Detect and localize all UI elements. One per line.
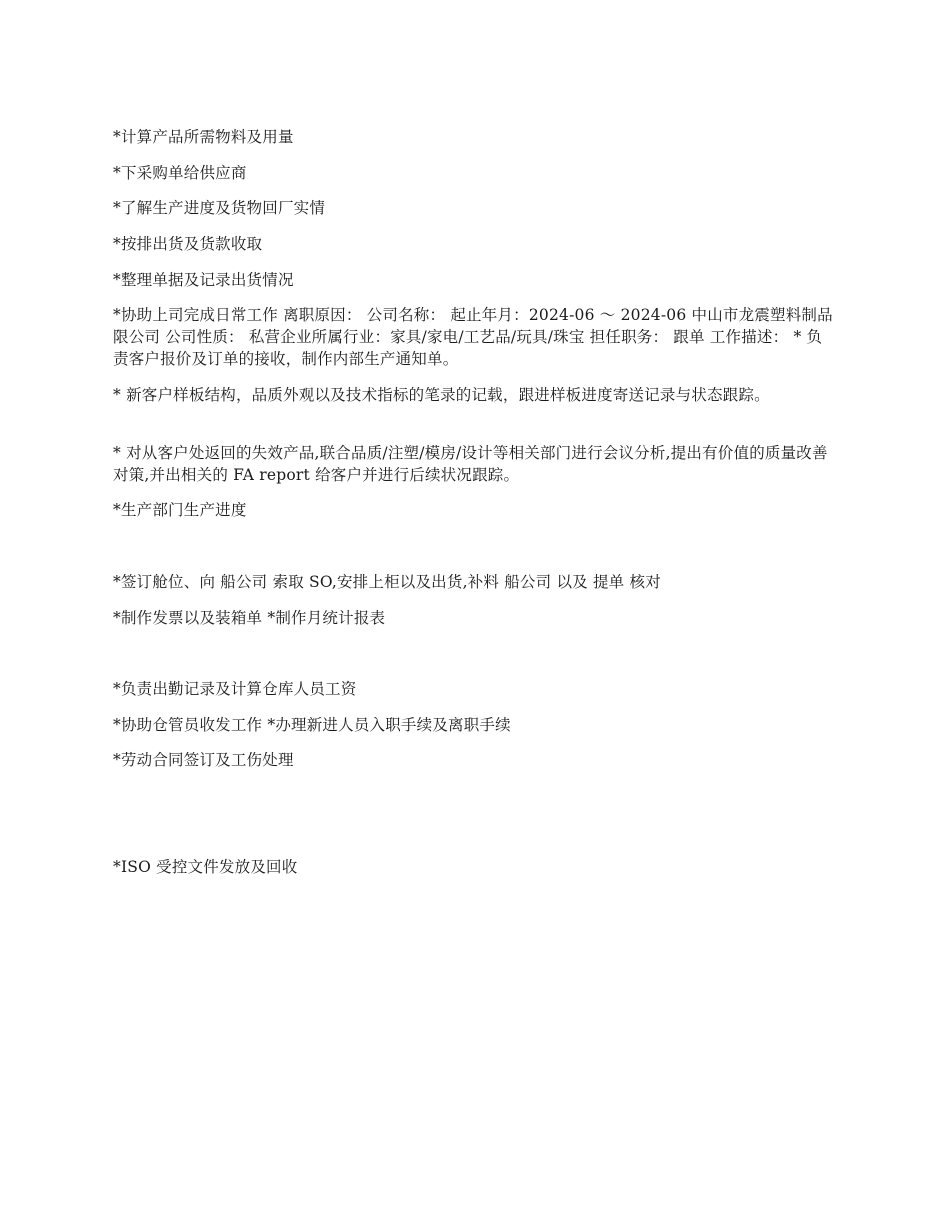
task-paragraph: *协助仓管员收发工作 *办理新进人员入职手续及离职手续 xyxy=(113,716,511,734)
task-paragraph: *制作发票以及装箱单 *制作月统计报表 xyxy=(113,609,386,627)
job-entry-paragraph: *协助上司完成日常工作 离职原因： 公司名称： 起止年月：2024-06 ～ 2024-06 中山市龙震塑料制品限公司 公司性质： 私营企业所属行业：家具/家电/工艺品/玩具/珠宝 担任职务： 跟单 工作描述： * 负责客户报价及订单的接收，制作内部生产通知单。 xyxy=(113,306,833,368)
task-paragraph: *按排出货及货款收取 xyxy=(113,235,263,253)
task-paragraph: *了解生产进度及货物回厂实情 xyxy=(113,199,326,217)
task-paragraph: *计算产品所需物料及用量 xyxy=(113,128,294,146)
task-paragraph: *整理单据及记录出货情况 xyxy=(113,271,294,289)
task-paragraph: *生产部门生产进度 xyxy=(113,501,247,519)
task-paragraph: *负责出勤记录及计算仓库人员工资 xyxy=(113,680,357,698)
task-paragraph: *ISO 受控文件发放及回收 xyxy=(113,858,298,876)
task-paragraph: *签订舱位、向 船公司 索取 SO,安排上柜以及出货,补料 船公司 以及 提单 核对 xyxy=(113,573,661,591)
task-paragraph: *下采购单给供应商 xyxy=(113,164,247,182)
task-paragraph: *劳动合同签订及工伤处理 xyxy=(113,751,294,769)
task-paragraph: * 新客户样板结构，品质外观以及技术指标的笔录的记载，跟进样板进度寄送记录与状态跟踪。 xyxy=(113,386,770,404)
task-paragraph: * 对从客户处返回的失效产品,联合品质/注塑/模房/设计等相关部门进行会议分析,提出有价值的质量改善对策,并出相关的 FA report 给客户并进行后续状况跟踪。 xyxy=(113,444,828,484)
